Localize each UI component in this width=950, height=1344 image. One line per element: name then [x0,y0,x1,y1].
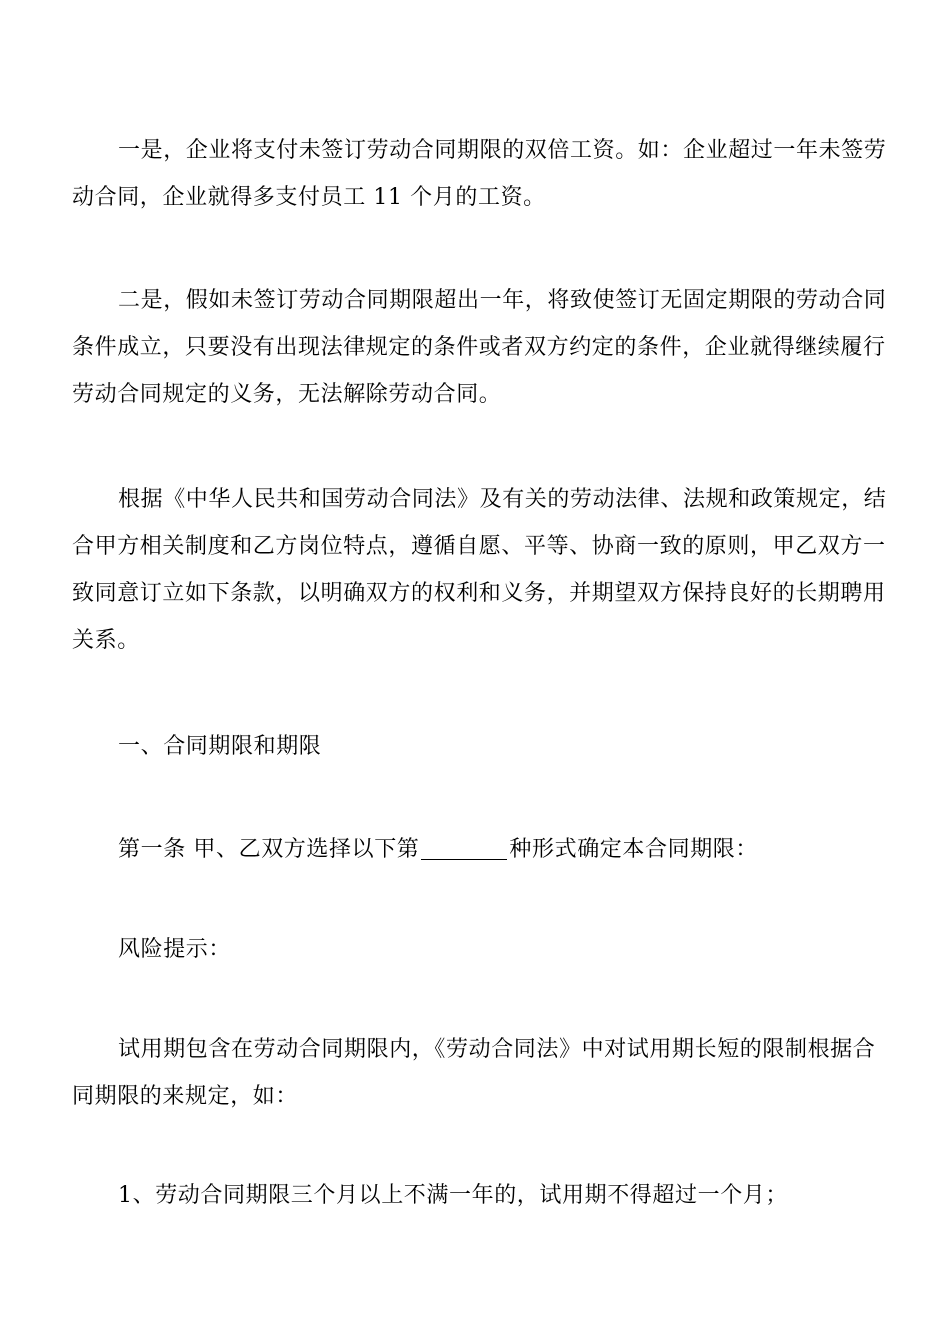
paragraph-legal-basis [72,476,887,664]
text-line: 合甲方相关制度和乙方岗位特点，遵循自愿、平等、协商一致的原则，甲乙双方一 [72,534,886,559]
text-line: 关系。 [72,628,140,653]
text-line: 二是，假如未签订劳动合同期限超出一年，将致使签订无固定期限的劳动合同 [118,288,887,313]
text-line: 致同意订立如下条款，以明确双方的权利和义务，并期望双方保持良好的长期聘用 [72,581,886,606]
text-line: 1、劳动合同期限三个月以上不满一年的，试用期不得超过一个月； [118,1183,788,1208]
paragraph-open-ended-contract [72,277,887,418]
text-line: 一是，企业将支付未签订劳动合同期限的双倍工资。如：企业超过一年未签劳 [118,138,887,163]
list-item-1 [72,1172,878,1219]
article-one-line [72,826,878,873]
fill-in-blank [421,837,507,860]
article-one-text-before: 第一条 甲、乙双方选择以下第 [118,837,420,862]
text-line: 风险提示： [118,937,232,962]
text-line: 试用期包含在劳动合同期限内，《劳动合同法》中对试用期长短的限制根据合 [118,1037,876,1062]
text-line: 根据《中华人民共和国劳动合同法》及有关的劳动法律、法规和政策规定，结 [118,487,887,512]
risk-notice-heading [72,926,878,973]
section-heading: 一、合同期限和期限 [118,734,322,759]
paragraph-probation [72,1026,878,1120]
text-line: 劳动合同规定的义务，无法解除劳动合同。 [72,382,502,407]
text-line: 动合同，企业就得多支付员工 11 个月的工资。 [72,185,546,210]
section-heading-contract-term [72,723,878,770]
text-line: 条件成立，只要没有出现法律规定的条件或者双方约定的条件，企业就得继续履行 [72,335,886,360]
article-one-text-after: 种形式确定本合同期限： [509,837,759,862]
article-one [72,826,878,873]
text-line: 同期限的来规定，如： [72,1084,299,1109]
paragraph-double-wage [72,127,887,221]
